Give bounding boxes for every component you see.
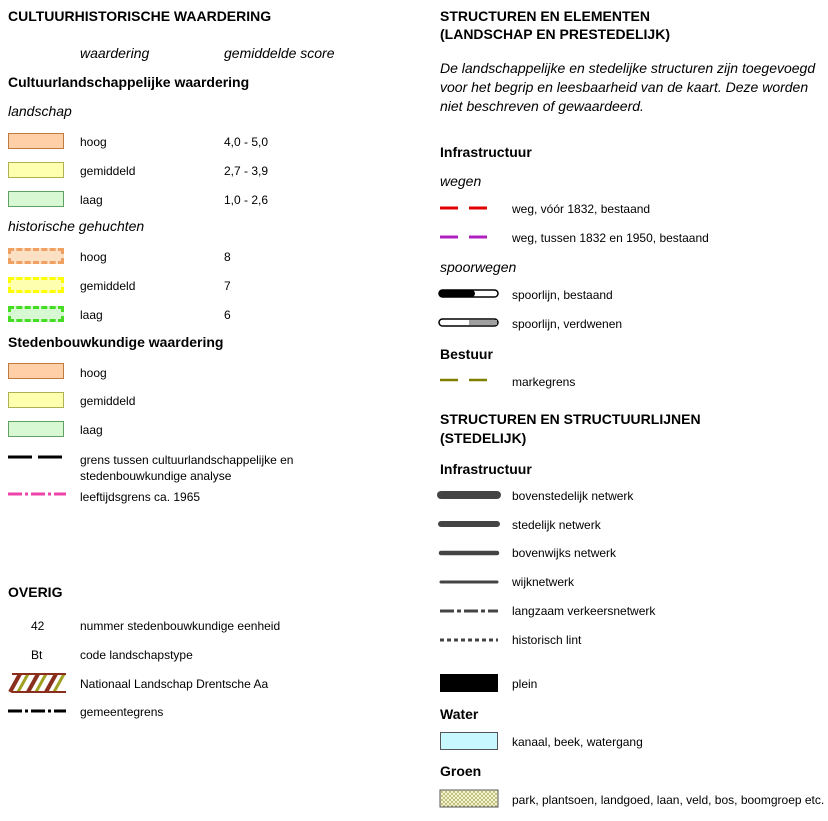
overig-heading: OVERIG xyxy=(8,584,63,600)
column-header-score: gemiddelde score xyxy=(224,45,335,61)
grens-line-symbol xyxy=(6,452,68,462)
historisch-lint-symbol xyxy=(437,634,501,646)
nummer-code: 42 xyxy=(31,619,45,633)
grens-label-line1: grens tussen cultuurlandschappelijke en xyxy=(80,453,294,467)
nationaal-landschap-hatch-icon xyxy=(6,672,68,694)
netwerk-label: historisch lint xyxy=(512,633,582,647)
swatch-gehuchten-laag xyxy=(8,306,64,322)
swatch-steden-gemiddeld xyxy=(8,392,64,408)
weg1-label: weg, vóór 1832, bestaand xyxy=(512,202,651,216)
spoor2-label: spoorlijn, verdwenen xyxy=(512,317,623,331)
markegrens-symbol xyxy=(438,375,500,385)
swatch-landschap-gemiddeld xyxy=(8,162,64,178)
legend-score: 2,7 - 3,9 xyxy=(224,164,269,178)
water-item-label: kanaal, beek, watergang xyxy=(512,735,643,749)
desc-line2: voor het begrip en leesbaarheid van de kaart. Deze worden xyxy=(440,79,809,95)
right-title-line1: STRUCTUREN EN ELEMENTEN xyxy=(440,8,651,24)
column-header-waardering: waardering xyxy=(80,45,150,61)
groen-heading: Groen xyxy=(440,763,482,779)
groen-item-label: park, plantsoen, landgoed, laan, veld, bos, boomgroep etc. xyxy=(512,793,825,807)
right-title2-line1: STRUCTUREN EN STRUCTUURLIJNEN xyxy=(440,411,701,427)
legend-label: laag xyxy=(80,423,103,437)
grens-label-line2: stedenbouwkundige analyse xyxy=(80,469,232,483)
landscape-heading: Cultuurlandschappelijke waardering xyxy=(8,74,250,90)
spoor-label: spoorwegen xyxy=(440,259,517,275)
legend-score: 7 xyxy=(224,279,231,293)
wijknetwerk-symbol xyxy=(437,576,501,588)
bovenstedelijk-netwerk-symbol xyxy=(437,489,501,501)
legend-score: 8 xyxy=(224,250,231,264)
swatch-plein xyxy=(440,674,498,692)
plein-label: plein xyxy=(512,677,538,691)
swatch-steden-laag xyxy=(8,421,64,437)
swatch-steden-hoog xyxy=(8,363,64,379)
swatch-landschap-hoog xyxy=(8,133,64,149)
code-code: Bt xyxy=(31,648,43,662)
swatch-landschap-laag xyxy=(8,191,64,207)
spoorlijn-bestaand-symbol xyxy=(437,288,501,300)
langzaam-verkeersnetwerk-symbol xyxy=(437,605,501,617)
legend-label: laag xyxy=(80,193,103,207)
desc-line3: niet beschreven of gewaardeerd. xyxy=(440,98,644,114)
gemeentegrens-symbol xyxy=(6,706,68,716)
legend-label: hoog xyxy=(80,135,107,149)
weg-voor-1832-symbol xyxy=(438,203,500,213)
right-title-line2: (LANDSCHAP EN PRESTEDELIJK) xyxy=(440,26,670,42)
legend-label: gemiddeld xyxy=(80,164,136,178)
netwerk-label: stedelijk netwerk xyxy=(512,518,601,532)
bestuur-heading: Bestuur xyxy=(440,346,493,362)
netwerk-label: langzaam verkeersnetwerk xyxy=(512,604,656,618)
legend-label: hoog xyxy=(80,250,107,264)
legend-label: gemiddeld xyxy=(80,279,136,293)
desc-line1: De landschappelijke en stedelijke structuren zijn toegevoegd xyxy=(440,60,816,76)
swatch-water xyxy=(440,732,498,750)
leeftijd-label: leeftijdsgrens ca. 1965 xyxy=(80,490,201,504)
gehuchten-label: historische gehuchten xyxy=(8,218,145,234)
water-heading: Water xyxy=(440,706,479,722)
weg-1832-1950-symbol xyxy=(438,232,500,242)
weg2-label: weg, tussen 1832 en 1950, bestaand xyxy=(512,231,709,245)
infra-heading: Infrastructuur xyxy=(440,144,532,160)
swatch-groen-dotted xyxy=(439,789,499,809)
legend-label: hoog xyxy=(80,366,107,380)
steden-heading: Stedenbouwkundige waardering xyxy=(8,334,224,350)
landschap-label: landschap xyxy=(8,103,72,119)
infra2-heading: Infrastructuur xyxy=(440,461,532,477)
left-title: CULTUURHISTORISCHE WAARDERING xyxy=(8,8,272,24)
stedelijk-netwerk-symbol xyxy=(437,518,501,530)
legend-score: 4,0 - 5,0 xyxy=(224,135,269,149)
legend-label: gemiddeld xyxy=(80,394,136,408)
netwerk-label: wijknetwerk xyxy=(512,575,575,589)
netwerk-label: bovenstedelijk netwerk xyxy=(512,489,634,503)
nummer-label: nummer stedenbouwkundige eenheid xyxy=(80,619,281,633)
code-label: code landschapstype xyxy=(80,648,193,662)
gemeente-label: gemeentegrens xyxy=(80,705,164,719)
marke-label: markegrens xyxy=(512,375,576,389)
wegen-label: wegen xyxy=(440,173,482,189)
legend-score: 6 xyxy=(224,308,231,322)
spoor1-label: spoorlijn, bestaand xyxy=(512,288,613,302)
netwerk-label: bovenwijks netwerk xyxy=(512,546,617,560)
bovenwijks-netwerk-symbol xyxy=(437,547,501,559)
right-title2-line2: (STEDELIJK) xyxy=(440,430,527,446)
legend-score: 1,0 - 2,6 xyxy=(224,193,269,207)
swatch-gehuchten-hoog xyxy=(8,248,64,264)
swatch-gehuchten-gemiddeld xyxy=(8,277,64,293)
legend-label: laag xyxy=(80,308,103,322)
spoorlijn-verdwenen-symbol xyxy=(437,317,501,329)
nl-label: Nationaal Landschap Drentsche Aa xyxy=(80,677,269,691)
leeftijdsgrens-symbol xyxy=(6,489,68,499)
